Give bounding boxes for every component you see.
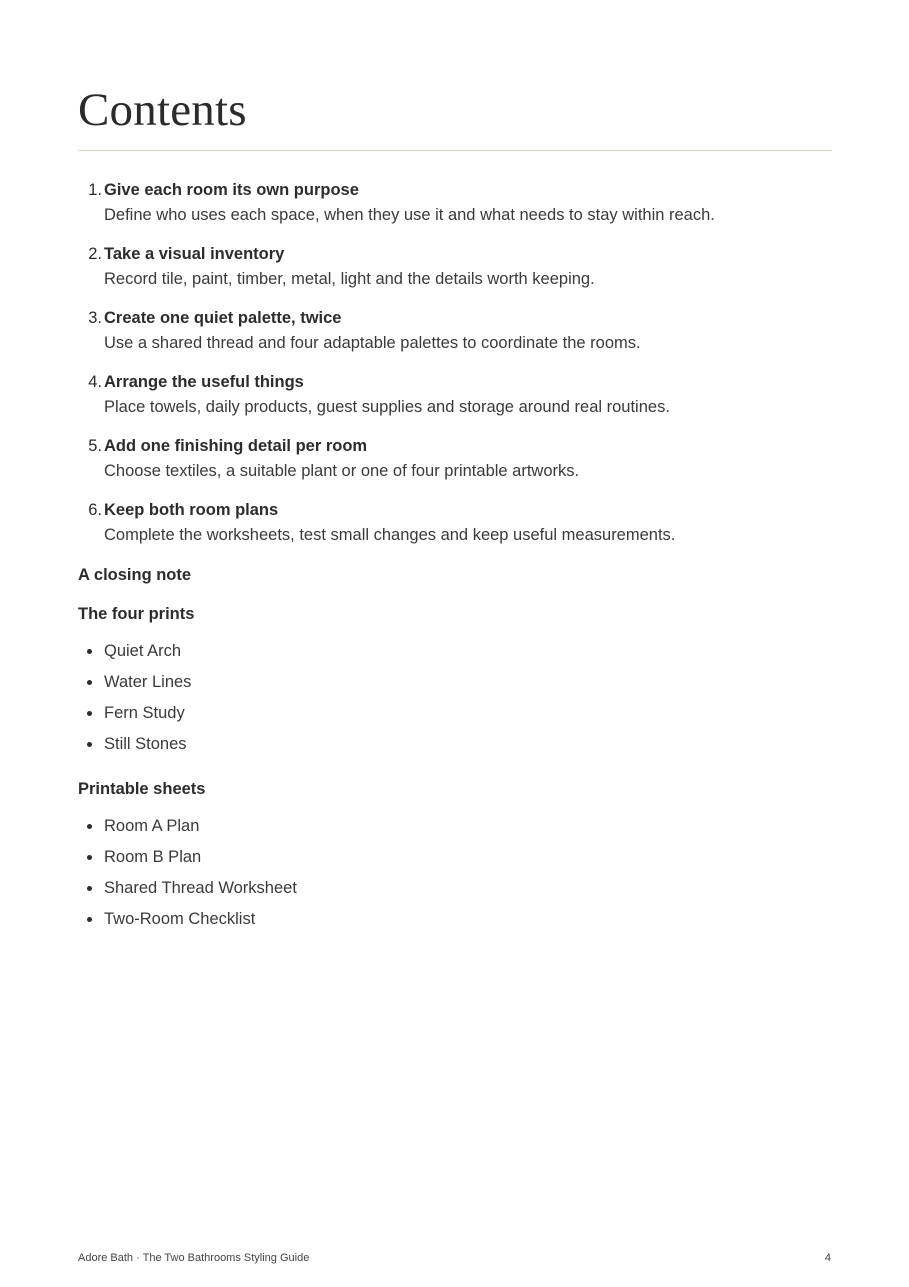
footer-page-number: 4 [824,1252,831,1264]
chapter-title: Arrange the useful things [104,373,304,391]
chapter-number: 3. [88,309,102,327]
list-item[interactable] [78,732,832,763]
chapter-number: 6. [88,501,102,519]
chapter-number: 2. [88,245,102,263]
list-item[interactable] [78,639,832,670]
contents-body [78,178,832,938]
bullet-icon [87,886,92,891]
print-name: Fern Study [104,704,185,722]
chapter-number: 1. [88,181,102,199]
chapter-item[interactable] [78,178,832,242]
chapter-item[interactable] [78,306,832,370]
prints-heading[interactable]: The four prints [78,605,195,623]
chapter-description: Use a shared thread and four adaptable palettes to coordinate the rooms. [104,334,641,352]
chapter-title: Add one finishing detail per room [104,437,368,455]
list-item[interactable] [78,876,832,907]
chapter-number: 4. [88,373,102,391]
chapter-title: Give each room its own purpose [104,181,359,199]
chapter-item[interactable] [78,498,832,562]
chapter-title: Take a visual inventory [104,245,285,263]
chapter-title: Keep both room plans [104,501,279,519]
print-name: Water Lines [104,673,192,691]
list-item[interactable] [78,845,832,876]
page-title: Contents [78,84,247,136]
list-item[interactable] [78,907,832,938]
list-item[interactable] [78,701,832,732]
prints-list [78,639,832,763]
chapter-list [78,178,832,562]
chapter-description: Record tile, paint, timber, metal, light and the details worth keeping. [104,270,595,288]
closing-note-link[interactable]: A closing note [78,566,192,584]
title-divider [78,150,832,151]
chapter-description: Place towels, daily products, guest supplies and storage around real routines. [104,398,670,416]
bullet-icon [87,649,92,654]
sheet-name: Room B Plan [104,848,202,866]
sheet-name: Room A Plan [104,817,200,835]
print-name: Quiet Arch [104,642,182,660]
sheet-name: Two-Room Checklist [104,910,256,928]
footer-publication: Adore Bath · The Two Bathrooms Styling Guide [78,1252,310,1264]
bullet-icon [87,711,92,716]
sheet-name: Shared Thread Worksheet [104,879,297,897]
list-item[interactable] [78,814,832,845]
bullet-icon [87,824,92,829]
sheets-list [78,814,832,938]
bullet-icon [87,855,92,860]
chapter-title: Create one quiet palette, twice [104,309,342,327]
chapter-number: 5. [88,437,102,455]
chapter-description: Complete the worksheets, test small changes and keep useful measurements. [104,526,676,544]
bullet-icon [87,680,92,685]
chapter-item[interactable] [78,434,832,498]
chapter-item[interactable] [78,370,832,434]
chapter-item[interactable] [78,242,832,306]
chapter-description: Define who uses each space, when they use it and what needs to stay within reach. [104,206,715,224]
print-name: Still Stones [104,735,187,753]
chapter-description: Choose textiles, a suitable plant or one of four printable artworks. [104,462,580,480]
bullet-icon [87,917,92,922]
sheets-heading[interactable]: Printable sheets [78,780,206,798]
list-item[interactable] [78,670,832,701]
bullet-icon [87,742,92,747]
